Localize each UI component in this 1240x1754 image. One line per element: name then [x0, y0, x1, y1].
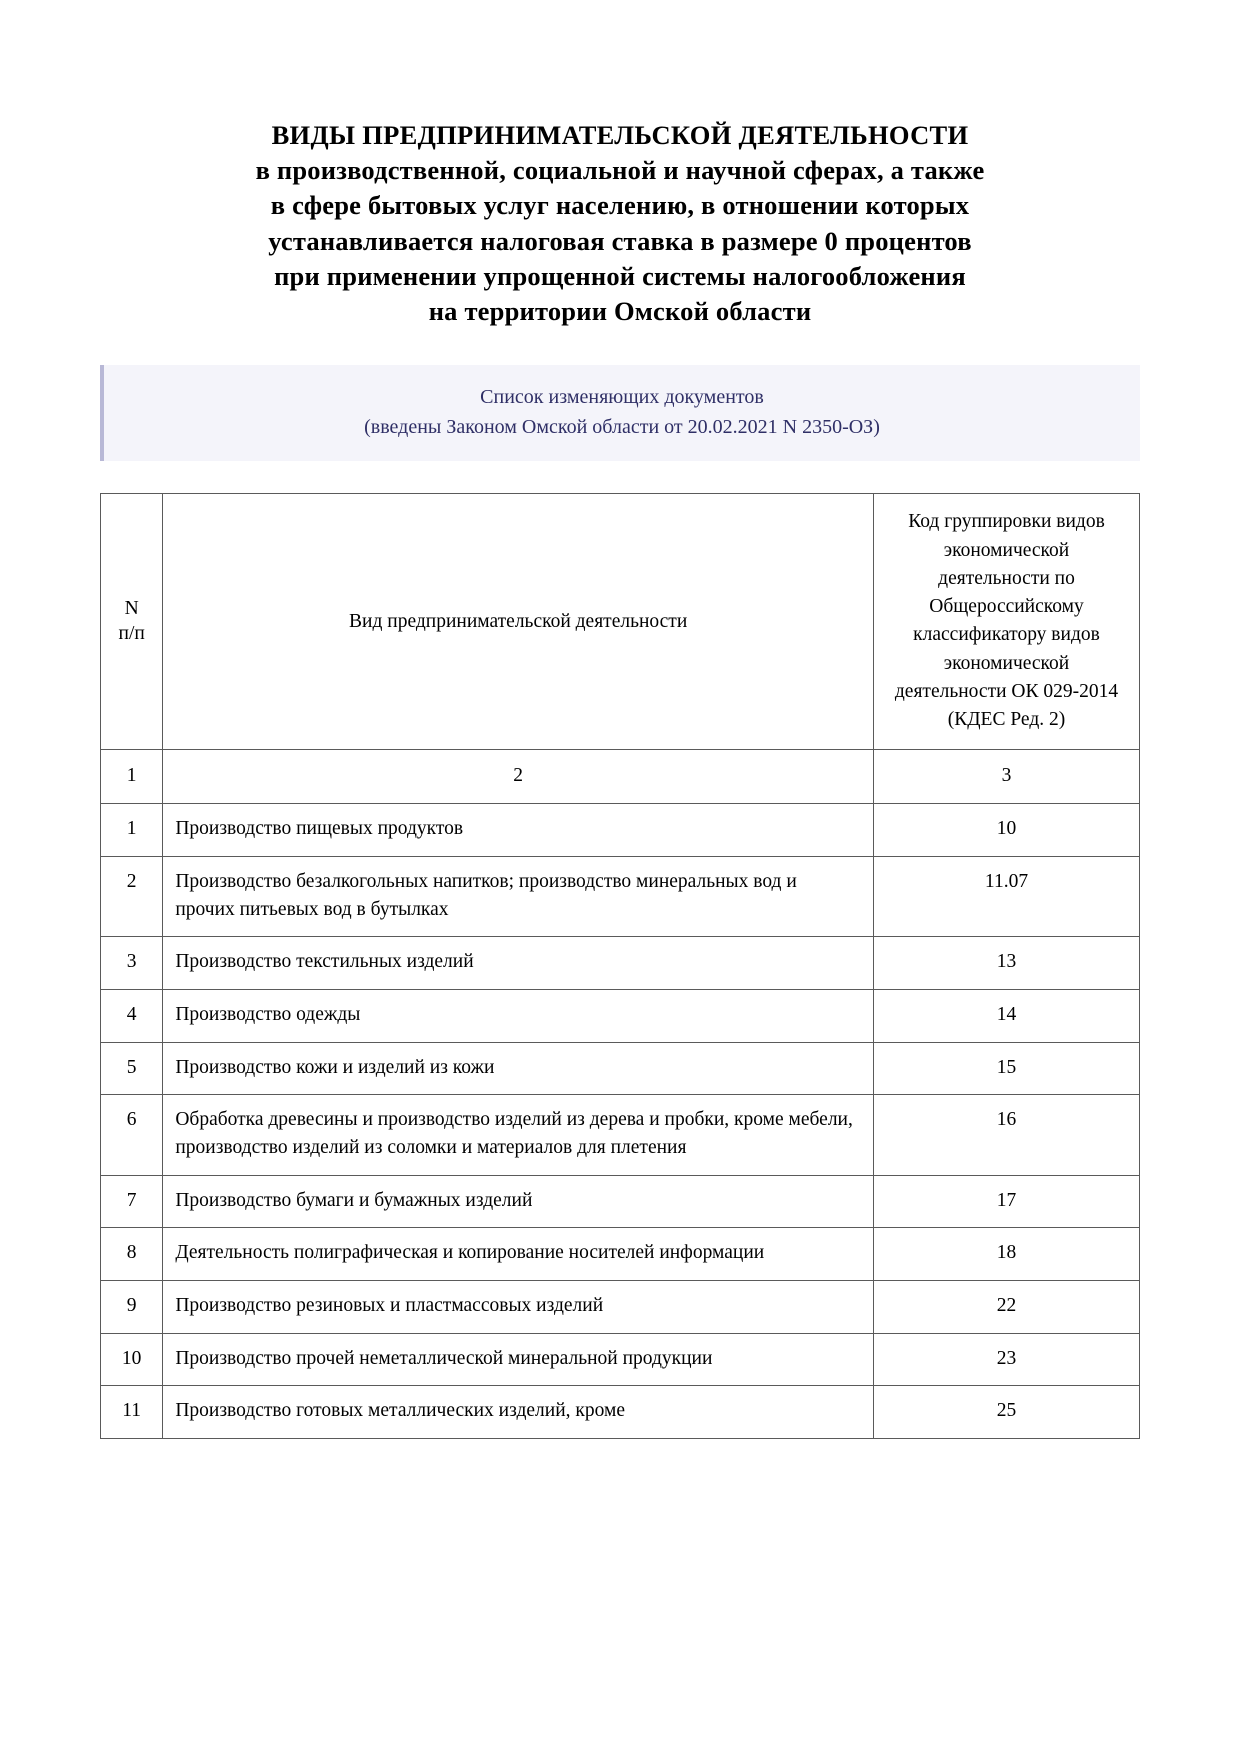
row-activity: Производство текстильных изделий	[163, 937, 874, 990]
header-number-line2: п/п	[118, 623, 145, 645]
notice-law-reference: (введены Законом Омской области от 20.02.2021 N 2350-ОЗ)	[364, 416, 880, 439]
row-activity: Производство одежды	[163, 989, 874, 1042]
row-number: 7	[101, 1175, 163, 1228]
row-activity: Производство бумаги и бумажных изделий	[163, 1175, 874, 1228]
row-activity: Производство кожи и изделий из кожи	[163, 1042, 874, 1095]
row-code: 23	[874, 1333, 1140, 1386]
column-number-1: 1	[101, 749, 163, 804]
row-code: 16	[874, 1095, 1140, 1175]
row-code: 17	[874, 1175, 1140, 1228]
activities-table	[100, 493, 1140, 1439]
table-row	[101, 1281, 1140, 1334]
amendment-notice	[100, 365, 1140, 461]
title-line-1: ВИДЫ ПРЕДПРИНИМАТЕЛЬСКОЙ ДЕЯТЕЛЬНОСТИ	[271, 120, 969, 150]
row-number: 11	[101, 1386, 163, 1439]
row-number: 6	[101, 1095, 163, 1175]
row-number: 4	[101, 989, 163, 1042]
row-code: 11.07	[874, 856, 1140, 936]
row-number: 9	[101, 1281, 163, 1334]
row-number: 1	[101, 804, 163, 857]
column-number-2: 2	[163, 749, 874, 804]
row-activity: Производство безалкогольных напитков; производство минеральных вод и прочих питьевых вод в бутылках	[163, 856, 874, 936]
row-activity: Производство прочей неметаллической минеральной продукции	[163, 1333, 874, 1386]
row-number: 5	[101, 1042, 163, 1095]
row-code: 14	[874, 989, 1140, 1042]
title-line-3: в сфере бытовых услуг населению, в отношении которых	[270, 190, 970, 221]
title-line-5: при применении упрощенной системы налогообложения	[274, 260, 966, 291]
table-row	[101, 1333, 1140, 1386]
table-header-row	[101, 494, 1140, 749]
row-activity: Производство пищевых продуктов	[163, 804, 874, 857]
row-code: 15	[874, 1042, 1140, 1095]
row-code: 13	[874, 937, 1140, 990]
table-row	[101, 1095, 1140, 1175]
row-code: 25	[874, 1386, 1140, 1439]
row-number: 3	[101, 937, 163, 990]
table-row	[101, 1042, 1140, 1095]
title-line-2: в производственной, социальной и научной сферах, а также	[255, 155, 985, 186]
notice-heading: Список изменяющих документов	[480, 386, 764, 409]
table-row	[101, 1228, 1140, 1281]
table-row	[101, 1386, 1140, 1439]
row-activity: Производство готовых металлических изделий, кроме	[163, 1386, 874, 1439]
title-line-4: устанавливается налоговая ставка в размере 0 процентов	[268, 225, 972, 256]
table-row	[101, 804, 1140, 857]
title-line-6: на территории Омской области	[428, 296, 812, 327]
header-cell-activity: Вид предпринимательской деятельности	[163, 494, 874, 749]
table-row	[101, 856, 1140, 936]
page-title	[100, 118, 1140, 329]
table-row	[101, 989, 1140, 1042]
header-number-line1: N	[124, 598, 139, 620]
table-row	[101, 1175, 1140, 1228]
column-number-3: 3	[874, 749, 1140, 804]
row-number: 10	[101, 1333, 163, 1386]
header-okved-text: Код группировки видов экономической деятельности по Общероссийскому классификатору видов экономической деятельности ОК 029-2014 (КДЕС Ред. 2)	[894, 511, 1119, 731]
header-cell-number	[101, 494, 163, 749]
row-activity: Деятельность полиграфическая и копирование носителей информации	[163, 1228, 874, 1281]
activities-table-body	[101, 494, 1140, 1439]
table-column-numbering-row	[101, 749, 1140, 804]
row-activity: Производство резиновых и пластмассовых изделий	[163, 1281, 874, 1334]
row-activity: Обработка древесины и производство изделий из дерева и пробки, кроме мебели, производство изделий из соломки и материалов для плетения	[163, 1095, 874, 1175]
row-number: 8	[101, 1228, 163, 1281]
table-row	[101, 937, 1140, 990]
row-number: 2	[101, 856, 163, 936]
row-code: 22	[874, 1281, 1140, 1334]
activities-table-wrapper	[100, 493, 1140, 1439]
row-code: 10	[874, 804, 1140, 857]
header-cell-okved-code	[874, 494, 1140, 749]
row-code: 18	[874, 1228, 1140, 1281]
